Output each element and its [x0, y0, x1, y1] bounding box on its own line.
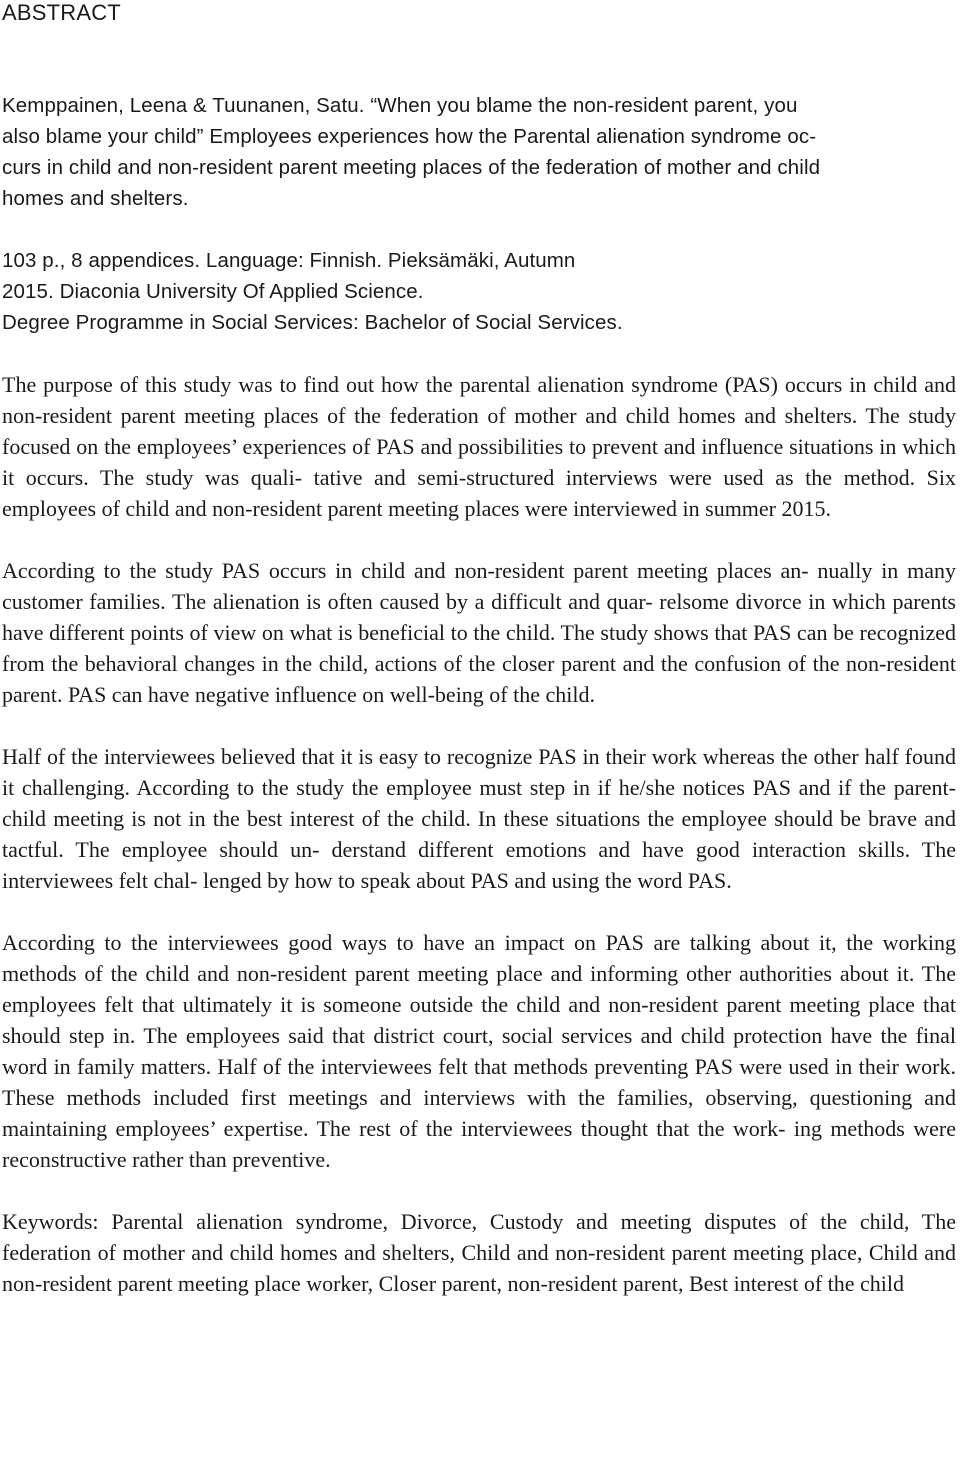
paragraph-findings: According to the study PAS occurs in child and non-resident parent meeting places an- nually in many customer families. The alienation is often caused by a difficult and quar- relsome divorce in which parents have different points of view on what is beneficial to the child. The study shows that PAS can be recognized from the behavioral changes in the child, actions of the closer parent and the confusion of the non-resident parent. PAS can have negative influence on well-being of the child. — [2, 558, 956, 707]
paragraph-impact: According to the interviewees good ways to have an impact on PAS are talking about it, the working methods of the child and non-resident parent meeting place and informing other authorities about it. The employees felt that ultimately it is someone outside the child and non-resident parent meeting place that should step in. The employees said that district court, social services and child protection have the final word in family matters. Half of the interviewees felt that methods preventing PAS were used in their work. These methods included first meetings and interviews with the families, observing, questioning and maintaining employees’ expertise. The rest of the interviewees thought that the work- ing methods were reconstructive rather than preventive. — [2, 930, 956, 1172]
citation-line: curs in child and non-resident parent meeting places of the federation of mother and child — [2, 156, 821, 179]
details-line: Degree Programme in Social Services: Bachelor of Social Services. — [2, 311, 623, 334]
citation-line: Kemppainen, Leena & Tuunanen, Satu. “When you blame the non-resident parent, you — [2, 94, 798, 117]
citation-line: also blame your child” Employees experiences how the Parental alienation syndrome oc- — [2, 125, 817, 148]
citation-line: homes and shelters. — [2, 187, 189, 210]
paragraph-purpose: The purpose of this study was to find out how the parental alienation syndrome (PAS) occurs in child and non-resident parent meeting places of the federation of mother and child homes and shelters. The study focused on the employees’ experiences of PAS and possibilities to prevent and influence situations in which it occurs. The study was quali- tative and semi-structured interviews were used as the method. Six employees of child and non-resident parent meeting places were interviewed in summer 2015. — [2, 372, 956, 521]
details-line: 103 p., 8 appendices. Language: Finnish. Pieksämäki, Autumn — [2, 249, 576, 272]
thesis-citation — [2, 90, 956, 214]
paragraph-recognition: Half of the interviewees believed that it is easy to recognize PAS in their work whereas the other half found it challenging. According to the study the employee must step in if he/she notices PAS and if the parent-child meeting is not in the best interest of the child. In these situations the employee should be brave and tactful. The employee should un- derstand different emotions and have good interaction skills. The interviewees felt chal- lenged by how to speak about PAS and using the word PAS. — [2, 744, 956, 893]
abstract-heading: ABSTRACT — [2, 0, 121, 25]
publication-details — [2, 245, 956, 338]
keywords-paragraph: Keywords: Parental alienation syndrome, Divorce, Custody and meeting disputes of the child, The federation of mother and child homes and shelters, Child and non-resident parent meeting place, Child and non-resident parent meeting place worker, Closer parent, non-resident parent, Best interest of the child — [2, 1209, 956, 1296]
abstract-page — [2, 0, 956, 1299]
details-line: 2015. Diaconia University Of Applied Science. — [2, 280, 424, 303]
